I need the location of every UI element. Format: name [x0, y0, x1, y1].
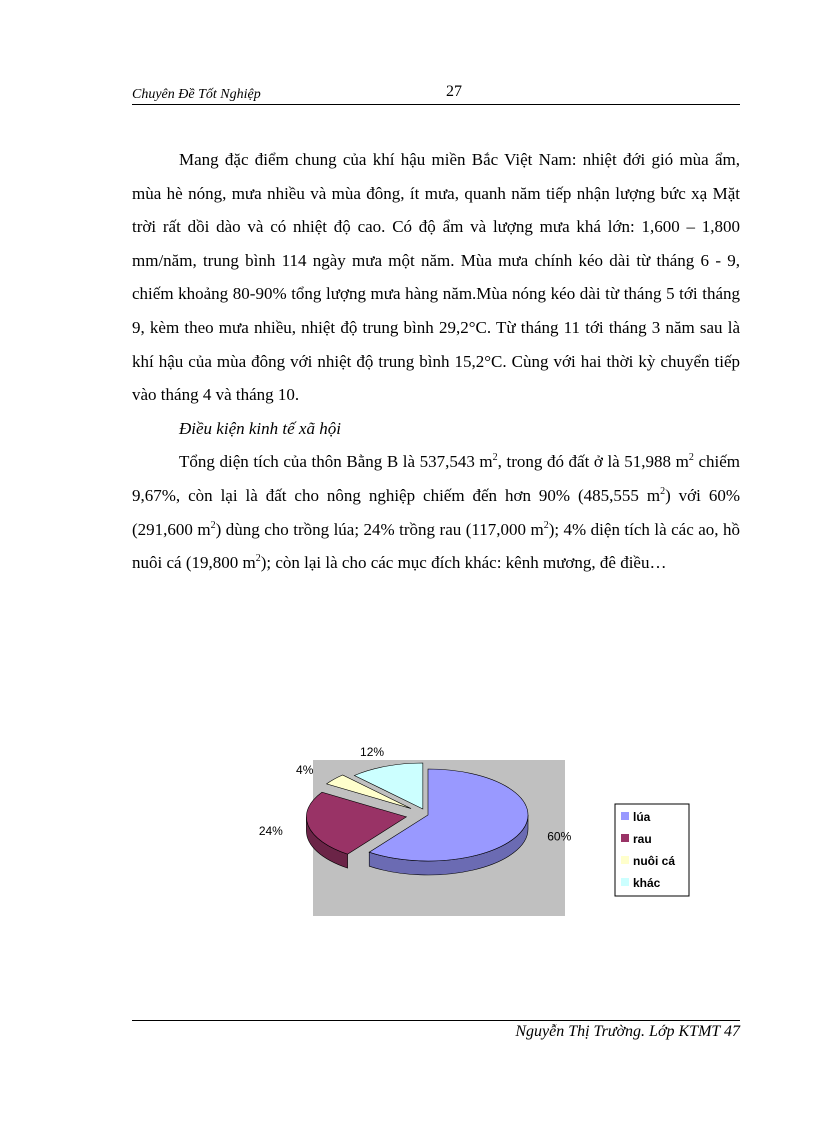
data-label-4: 12% — [360, 744, 385, 759]
legend-swatch-3 — [621, 856, 629, 864]
page-header — [132, 82, 740, 105]
legend-swatch-2 — [621, 834, 629, 842]
paragraph-land-area: Tổng diện tích của thôn Bằng B là 537,543 $m^2$, trong đó đất ở là 51,988 $m^2$ chiếm 9,67%, còn lại là đất cho nông nghiệp chiếm đến hơn 90% (485,555 $m^2$) với 60% (291,600 $m^2$) dùng cho trồng lúa; 24% trồng rau (117,000 $m^2$); 4% diện tích là các ao, hồ nuôi cá (19,800 $m^2$); còn lại là cho các mục đích khác: kênh mương, đê điều… — [132, 452, 740, 573]
subheading-socioeconomic: Điều kiện kinh tế xã hội — [179, 418, 341, 438]
data-label-2: 24% — [258, 823, 283, 838]
legend-label-2: rau — [633, 832, 652, 846]
paragraph-climate: Mang đặc điểm chung của khí hậu miền Bắc Việt Nam: nhiệt đới gió mùa ẩm, mùa hè nóng, mưa nhiều và mùa đông, ít mưa, quanh năm tiếp nhận lượng bức xạ Mặt trời rất dồi dào và có nhiệt độ cao. Có độ ẩm và lượng mưa khá lớn: 1,600 – 1,800 mm/năm, trung bình 114 ngày mưa một năm. Mùa mưa chính kéo dài từ tháng 6 - 9, chiếm khoảng 80-90% tổng lượng mưa hàng năm.Mùa nóng kéo dài từ tháng 5 tới tháng 9, kèm theo mưa nhiều, nhiệt độ trung bình 29,2°C. Từ tháng 11 tới tháng 3 năm sau là khí hậu của mùa đông với nhiệt độ trung bình 15,2°C. Cùng với hai thời kỳ chuyển tiếp vào tháng 4 và tháng 10. — [132, 150, 740, 405]
chart-legend — [615, 804, 689, 896]
data-label-3: 4% — [296, 763, 314, 778]
header-title: Chuyên Đề Tốt Nghiệp — [132, 87, 261, 102]
footer-rule — [132, 1020, 740, 1021]
land-use-pie-chart — [258, 744, 700, 920]
legend-swatch-4 — [621, 878, 629, 886]
legend-label-3: nuôi cá — [633, 854, 676, 868]
legend-swatch-1 — [621, 812, 629, 820]
page-number: 27 — [446, 83, 462, 100]
pie-chart-svg — [258, 744, 700, 920]
legend-label-4: khác — [633, 876, 661, 890]
data-label-1: 60% — [547, 829, 572, 844]
legend-label-1: lúa — [633, 810, 651, 824]
body-text — [132, 143, 740, 580]
footer-author: Nguyễn Thị Trường. Lớp KTMT 47 — [515, 1023, 740, 1040]
